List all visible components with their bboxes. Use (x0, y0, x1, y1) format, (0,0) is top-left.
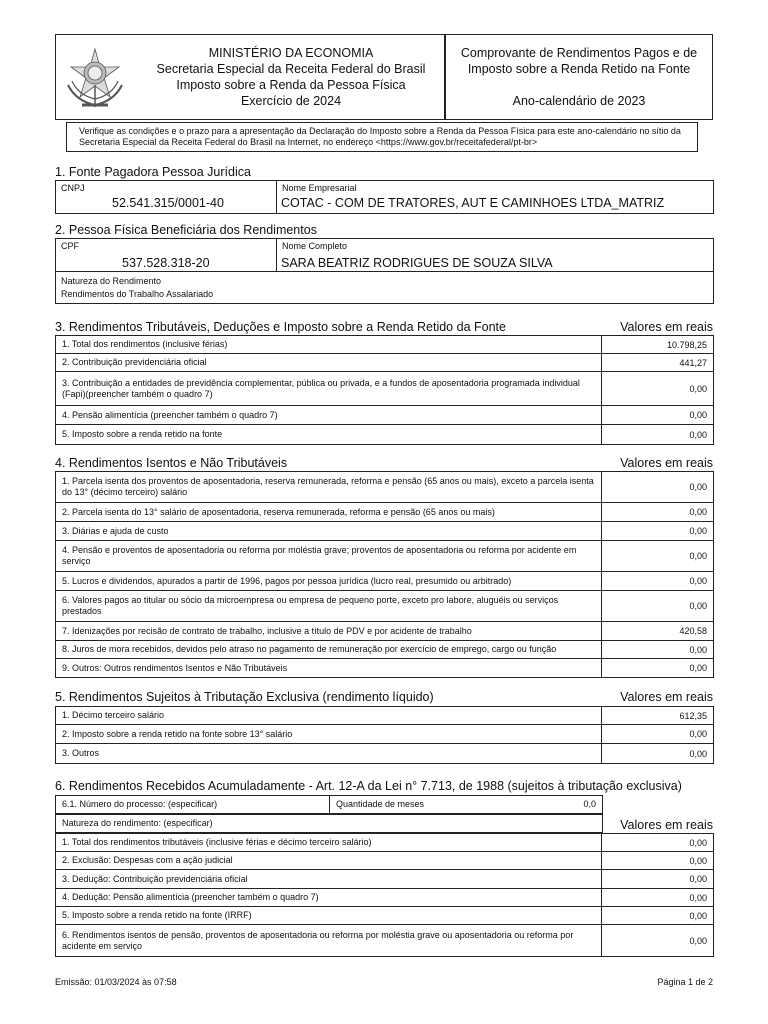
row-value: 0,00 (689, 935, 707, 946)
table-row (56, 641, 713, 659)
section1-title: 1. Fonte Pagadora Pessoa Jurídica (55, 165, 251, 179)
row-description: 2. Exclusão: Despesas com a ação judicial (56, 852, 602, 869)
beneficiary-name-label: Nome Completo (282, 241, 348, 251)
doc-title-line1: Comprovante de Rendimentos Pagos e de (460, 46, 698, 60)
process-row (55, 795, 603, 814)
table-row (56, 870, 713, 889)
row-value: 10.798,25 (666, 339, 707, 350)
row-description: 8. Juros de mora recebidos, devidos pelo atraso no pagamento de remuneração por exercício de emprego, cargo ou função (56, 641, 602, 658)
row-description: 9. Outros: Outros rendimentos Isentos e Não Tributáveis (56, 659, 602, 677)
table-row (56, 725, 713, 744)
cpf-cell (56, 239, 277, 272)
table-row (56, 907, 713, 925)
row-description: 1. Parcela isenta dos proventos de aposentadoria, reserva remunerada, reforma e pensão (65 anos ou mais), exceto a parcela isenta do 13° (décimo terceiro) salário (56, 472, 602, 502)
row-description: 3. Diárias e ajuda de custo (56, 522, 602, 540)
section3-values-label: Valores em reais (620, 320, 713, 334)
months-value: 0,0 (583, 799, 596, 809)
row-value: 612,35 (679, 710, 707, 721)
ministry-title: MINISTÉRIO DA ECONOMIA (208, 46, 374, 60)
row-value: 0,00 (689, 663, 707, 673)
row-description: 6. Rendimentos isentos de pensão, proventos de aposentadoria ou reforma por moléstia grave ou aposentadoria ou reforma por acidente em serviço (56, 925, 602, 956)
table-row (56, 744, 713, 763)
table-row (56, 925, 713, 956)
row-description: 2. Parcela isenta do 13° salário de aposentadoria, reserva remunerada, reforma e pensão (65 anos ou mais) (56, 503, 602, 521)
row-description: 7. Idenizações por recisão de contrato de trabalho, inclusive a título de PDV e por acidente de trabalho (56, 622, 602, 640)
table-row (56, 406, 713, 425)
company-name-label: Nome Empresarial (282, 183, 357, 193)
table-row (56, 889, 713, 907)
row-value: 0,00 (689, 526, 707, 536)
beneficiary-name-value: SARA BEATRIZ RODRIGUES DE SOUZA SILVA (281, 256, 553, 270)
table-row (56, 622, 713, 641)
row-description: 6. Valores pagos ao titular ou sócio da microempresa ou empresa de pequeno porte, exceto pro labore, aluguéis ou serviços prestados (56, 591, 602, 621)
row-description: 4. Pensão alimentícia (preencher também o quadro 7) (56, 406, 602, 424)
row-value: 441,27 (679, 357, 707, 368)
notice-box: Verifique as condições e o prazo para a apresentação da Declaração do Imposto sobre a Renda da Pessoa Física para este ano-calendário no sítio da Secretaria Especial da Receita Federal do Brasil na Internet, no endereço <https://www.gov.br/receitafederal/pt-br> (66, 122, 698, 152)
header-titles (136, 45, 446, 109)
cnpj-label: CNPJ (61, 183, 85, 193)
row-value: 0,00 (689, 892, 707, 903)
section3-table (55, 335, 714, 445)
row-value: 0,00 (689, 576, 707, 586)
section5-title: 5. Rendimentos Sujeitos à Tributação Exclusiva (rendimento líquido) (55, 690, 434, 704)
row-value: 0,00 (689, 874, 707, 884)
section6-values-label: Valores em reais (620, 818, 713, 832)
cpf-label: CPF (61, 241, 79, 251)
row-value: 0,00 (689, 910, 707, 921)
row-value: 0,00 (689, 383, 707, 394)
coat-of-arms-icon (62, 45, 128, 111)
row-value: 0,00 (689, 748, 707, 759)
header-left (56, 35, 446, 119)
emission-date: Emissão: 01/03/2024 às 07:58 (55, 977, 177, 987)
months-label: Quantidade de meses (336, 799, 425, 809)
row-value: 0,00 (689, 551, 707, 561)
table-row (56, 852, 713, 870)
row-description: 1. Décimo terceiro salário (56, 707, 602, 724)
section6-title: 6. Rendimentos Recebidos Acumuladamente - Art. 12-A da Lei n° 7.713, de 1988 (sujeitos à tributação exclusiva) (55, 779, 682, 793)
header-right (446, 35, 712, 119)
table-row (56, 472, 713, 503)
section3-title: 3. Rendimentos Tributáveis, Deduções e Imposto sobre a Renda Retido da Fonte (55, 320, 506, 334)
row-description: 1. Total dos rendimentos tributáveis (inclusive férias e décimo terceiro salário) (56, 834, 602, 851)
document-header (55, 34, 713, 120)
row-value: 0,00 (689, 644, 707, 655)
section6-table (55, 833, 714, 957)
page-number: Página 1 de 2 (657, 977, 713, 987)
table-row (56, 354, 713, 372)
row-value: 0,00 (689, 837, 707, 848)
section5-table (55, 706, 714, 764)
table-row (56, 591, 713, 622)
cnpj-value: 52.541.315/0001-40 (112, 196, 224, 210)
row-value: 0,00 (689, 507, 707, 517)
table-row (56, 503, 713, 522)
row-description: 3. Contribuição a entidades de previdência complementar, pública ou privada, e a fundos de aposentadoria programada individual (Fapi)(preencher também o quadro 7) (56, 372, 602, 405)
row-description: 4. Pensão e proventos de aposentadoria ou reforma por moléstia grave; proventos de aposentadoria ou reforma por acidente em serviço (56, 541, 602, 571)
row-description: 1. Total dos rendimentos (inclusive férias) (56, 336, 602, 353)
company-name-value: COTAC - COM DE TRATORES, AUT E CAMINHOES LTDA_MATRIZ (281, 196, 665, 210)
section2-box (55, 238, 714, 304)
table-row (56, 834, 713, 852)
nature-value: Rendimentos do Trabalho Assalariado (61, 289, 214, 299)
tax-title: Imposto sobre a Renda da Pessoa Física (176, 78, 406, 92)
section2-title: 2. Pessoa Física Beneficiária dos Rendimentos (55, 223, 317, 237)
row-description: 5. Imposto sobre a renda retido na fonte (IRRF) (56, 907, 602, 924)
secretariat-title: Secretaria Especial da Receita Federal do Brasil (156, 62, 426, 76)
table-row (56, 336, 713, 354)
cpf-value: 537.528.318-20 (122, 256, 210, 270)
beneficiary-name-cell (277, 239, 713, 272)
row-description: 5. Lucros e dividendos, apurados a partir de 1996, pagos por pessoa jurídica (lucro real, presumido ou arbitrado) (56, 572, 602, 590)
section4-values-label: Valores em reais (620, 456, 713, 470)
row-value: 0,00 (689, 855, 707, 866)
section5-values-label: Valores em reais (620, 690, 713, 704)
process-number-label: 6.1. Número do processo: (especificar) (56, 796, 330, 813)
nature-cell (56, 272, 713, 303)
section4-table (55, 471, 714, 678)
row-value: 0,00 (689, 601, 707, 611)
row-value: 0,00 (689, 482, 707, 492)
row-value: 420,58 (679, 626, 707, 636)
table-row (56, 707, 713, 725)
table-row (56, 372, 713, 406)
row-description: 2. Imposto sobre a renda retido na fonte sobre 13° salário (56, 725, 602, 743)
row-value: 0,00 (689, 429, 707, 440)
table-row (56, 541, 713, 572)
nature-label: Natureza do Rendimento (61, 276, 162, 286)
table-row (56, 425, 713, 444)
row-value: 0,00 (689, 410, 707, 420)
row-description: 3. Dedução: Contribuição previdenciária oficial (56, 870, 602, 888)
table-row (56, 659, 713, 677)
calendar-year: Ano-calendário de 2023 (512, 94, 646, 108)
doc-title-line2: Imposto sobre a Renda Retido na Fonte (467, 62, 691, 76)
section1-box (55, 180, 714, 214)
row-description: 4. Dedução: Pensão alimentícia (preencher também o quadro 7) (56, 889, 602, 906)
row-description: 5. Imposto sobre a renda retido na fonte (56, 425, 602, 444)
table-row (56, 572, 713, 591)
cnpj-cell (56, 181, 277, 213)
table-row (56, 522, 713, 541)
company-name-cell (277, 181, 713, 213)
nature-specify-row: Natureza do rendimento: (especificar) (55, 814, 603, 833)
row-description: 2. Contribuição previdenciária oficial (56, 354, 602, 371)
section4-title: 4. Rendimentos Isentos e Não Tributáveis (55, 456, 288, 470)
row-value: 0,00 (689, 729, 707, 739)
exercise-title: Exercício de 2024 (240, 94, 342, 108)
row-description: 3. Outros (56, 744, 602, 763)
